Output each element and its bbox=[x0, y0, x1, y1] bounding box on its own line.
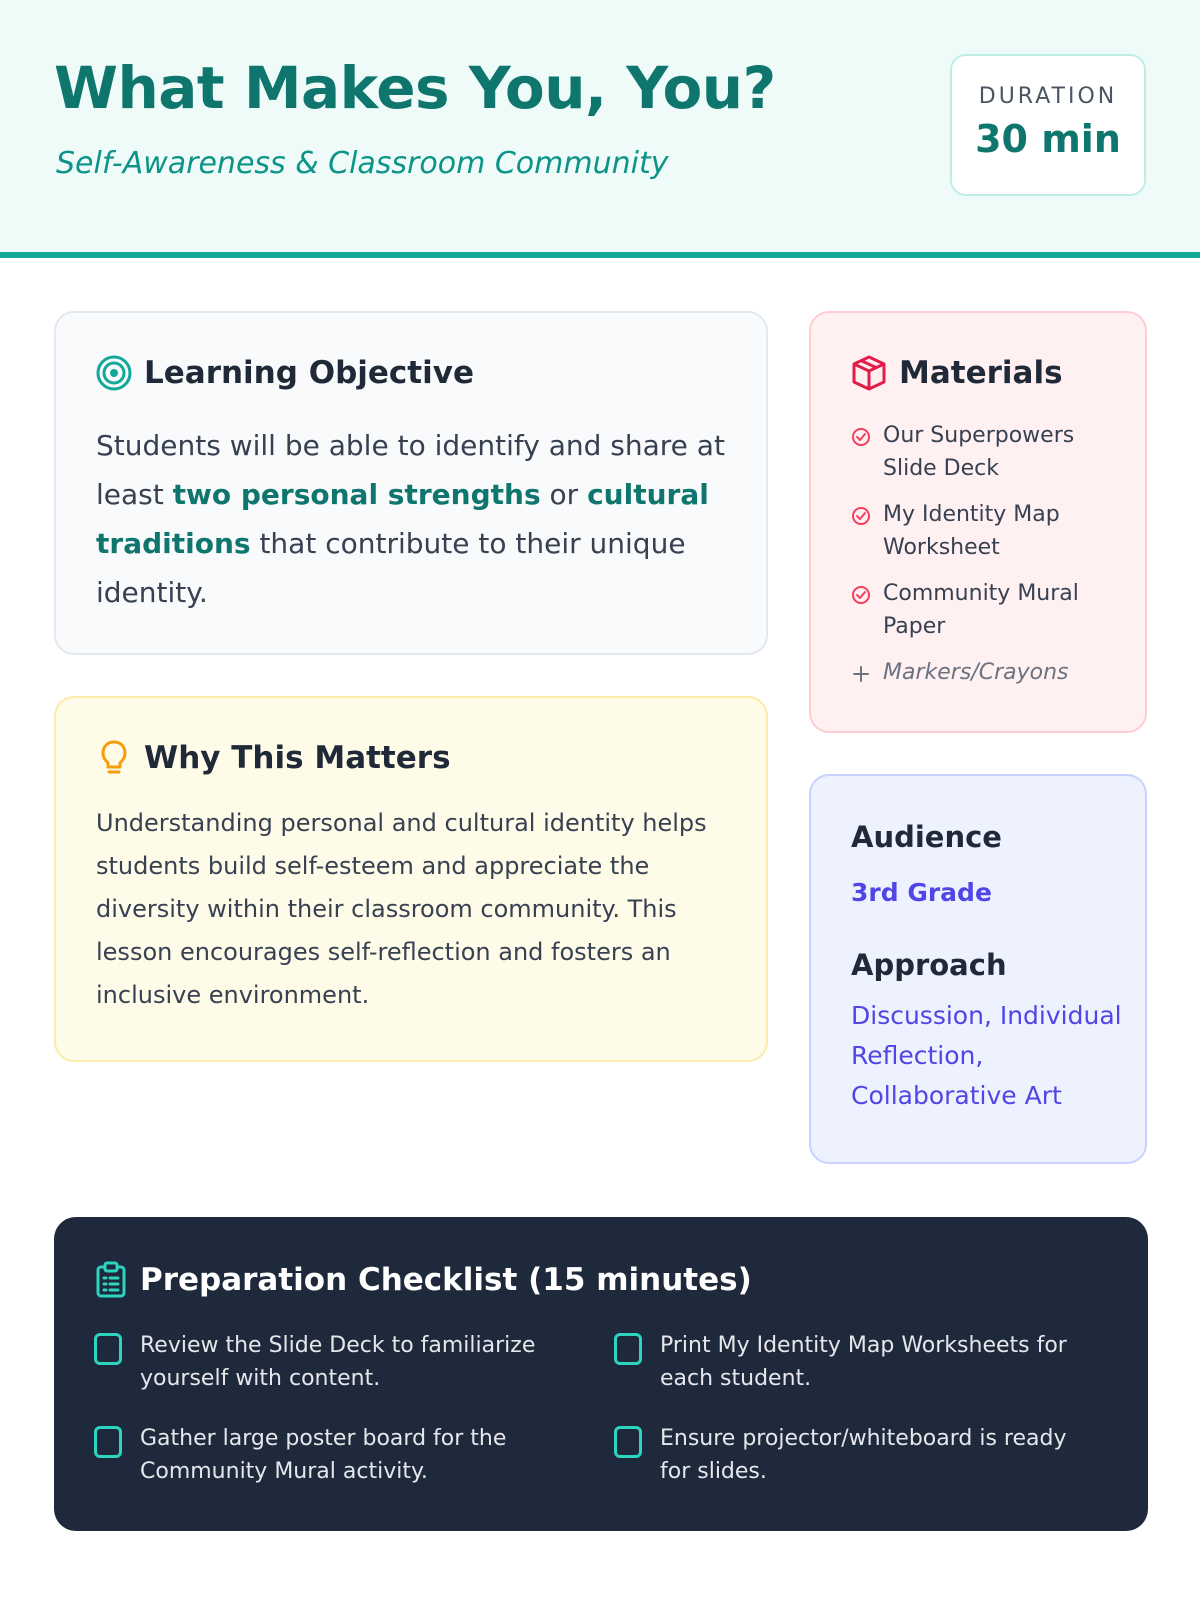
target-icon bbox=[94, 353, 134, 393]
learning-objective-title: Learning Objective bbox=[144, 355, 474, 391]
checklist-title: Preparation Checklist (15 minutes) bbox=[140, 1262, 752, 1298]
materials-list bbox=[849, 419, 1119, 702]
checklist-heading bbox=[94, 1261, 752, 1299]
lightbulb-icon bbox=[94, 738, 134, 778]
box-icon bbox=[849, 353, 889, 393]
list-item bbox=[849, 577, 1119, 643]
checklist-item[interactable] bbox=[94, 1329, 564, 1395]
check-circle-icon bbox=[849, 425, 873, 449]
duration-badge bbox=[950, 54, 1146, 196]
audience-heading: Audience bbox=[851, 820, 1002, 854]
objective-text-part: that contribute to their unique identity. bbox=[96, 527, 686, 609]
materials-card bbox=[809, 311, 1147, 733]
checkbox[interactable] bbox=[94, 1426, 122, 1458]
learning-objective-heading bbox=[94, 353, 474, 393]
audience-value: 3rd Grade bbox=[851, 878, 992, 907]
checklist-item[interactable] bbox=[614, 1329, 1084, 1395]
checklist-item[interactable] bbox=[614, 1422, 1084, 1488]
list-item bbox=[849, 498, 1119, 564]
objective-text-part: or bbox=[540, 478, 588, 511]
list-item bbox=[849, 656, 1119, 689]
checklist-item-label: Ensure projector/whiteboard is ready for slides. bbox=[660, 1426, 1067, 1484]
why-this-matters-heading bbox=[94, 738, 451, 778]
lesson-header bbox=[0, 0, 1200, 258]
objective-highlight-strengths: two personal strengths bbox=[172, 478, 541, 511]
material-label: Community Mural Paper bbox=[883, 581, 1079, 639]
materials-heading bbox=[849, 353, 1063, 393]
duration-value: 30 min bbox=[975, 117, 1121, 161]
material-label: My Identity Map Worksheet bbox=[883, 502, 1060, 560]
material-label: Our Superpowers Slide Deck bbox=[883, 423, 1075, 481]
page-title: What Makes You, You? bbox=[54, 54, 776, 122]
check-circle-icon bbox=[849, 583, 873, 607]
learning-objective-card bbox=[54, 311, 768, 655]
objective-highlight-traditions: cultural traditions bbox=[96, 478, 709, 560]
checkbox[interactable] bbox=[614, 1333, 642, 1365]
why-this-matters-card bbox=[54, 696, 768, 1062]
clipboard-icon bbox=[94, 1261, 128, 1299]
plus-icon bbox=[849, 662, 873, 686]
checklist-item-label: Gather large poster board for the Community Mural activity. bbox=[140, 1426, 507, 1484]
preparation-checklist-card bbox=[54, 1217, 1148, 1531]
checklist-item[interactable] bbox=[94, 1422, 564, 1488]
material-extra-label: Markers/Crayons bbox=[883, 660, 1069, 685]
checkbox[interactable] bbox=[94, 1333, 122, 1365]
duration-label: DURATION bbox=[978, 84, 1118, 109]
list-item bbox=[849, 419, 1119, 485]
check-circle-icon bbox=[849, 504, 873, 528]
learning-objective-text bbox=[96, 421, 736, 617]
approach-value: Discussion, Individual Reflection, Collaborative Art bbox=[851, 1001, 1122, 1110]
why-this-matters-title: Why This Matters bbox=[144, 740, 451, 776]
materials-title: Materials bbox=[899, 355, 1063, 391]
audience-card bbox=[809, 774, 1147, 1164]
checklist-item-label: Review the Slide Deck to familiarize yourself with content. bbox=[140, 1333, 536, 1391]
checkbox[interactable] bbox=[614, 1426, 642, 1458]
approach-heading: Approach bbox=[851, 948, 1007, 982]
checklist-item-label: Print My Identity Map Worksheets for each student. bbox=[660, 1333, 1067, 1391]
why-this-matters-text: Understanding personal and cultural identity helps students build self-esteem and appreciate the diversity within their classroom community. This lesson encourages self-reflection and fosters an inclusive environment. bbox=[96, 809, 707, 1009]
objective-text-part: Students will be able to identify and share at least bbox=[96, 429, 725, 511]
page-subtitle: Self-Awareness & Classroom Community bbox=[56, 146, 669, 181]
